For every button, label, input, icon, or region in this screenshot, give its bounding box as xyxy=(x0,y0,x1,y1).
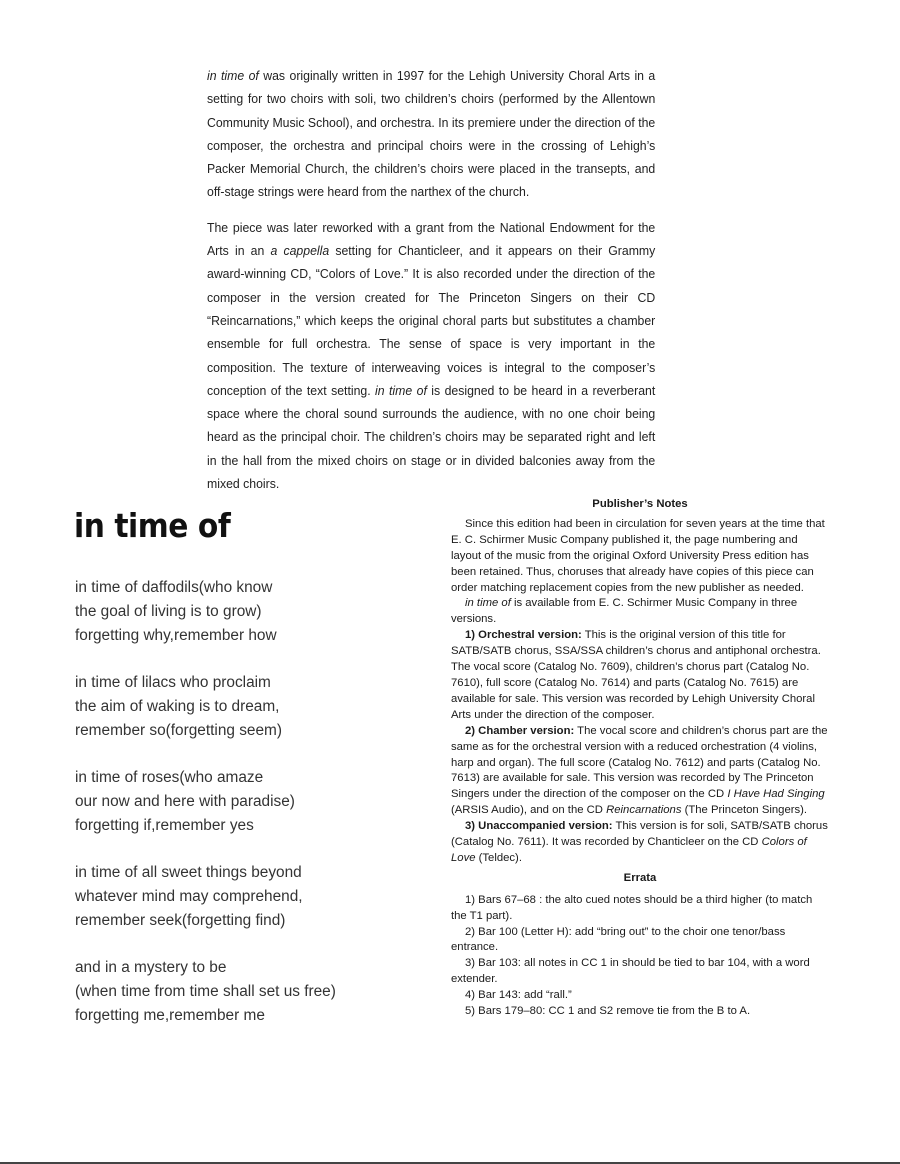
poem-line: the aim of waking is to dream, xyxy=(75,697,280,715)
poem-line: forgetting why,remember how xyxy=(75,626,277,644)
poem-line: remember so(forgetting seem) xyxy=(75,721,282,739)
publisher-notes-heading: Publisher’s Notes xyxy=(592,498,688,510)
chamber-version-note: 2) Chamber version: The vocal score and children’s chorus part are the same as for the orchestral version with a reduced orchestration (4 violins, harp and organ). The full score (Catalog No. 7612) and parts (Catalog No. 7613) are available for sale. This version was recorded by The Princeton Singers under the direction of the composer on the CD I Have Had Singing (ARSIS Audio), and on the CD Reincarnations (The Princeton Singers). xyxy=(451,724,828,817)
publisher-notes xyxy=(451,497,829,1020)
poem-title: in time of xyxy=(74,506,231,545)
poem-line: our now and here with paradise) xyxy=(75,792,295,810)
orchestral-version-note: 1) Orchestral version: This is the original version of this title for SATB/SATB chorus, SSA/SSA children’s chorus and antiphonal orchestra. The vocal score (Catalog No. 7609), children’s chorus part (Catalog No. 7610), full score (Catalog No. 7614) and parts (Catalog No. 7615) are available for sale. This version was recorded by Lehigh University Choral Arts under the direction of the composer. xyxy=(451,629,821,721)
poem-stanza xyxy=(75,956,405,1027)
intro-paragraph-1: in time of was originally written in 1997 for the Lehigh University Choral Arts in a setting for two choirs with soli, two children’s choirs (performed by the Allentown Community Music School), and orchestra. In its premiere under the direction of the composer, the orchestra and principal choirs were in the crossing of Lehigh’s Packer Memorial Church, the children’s choirs were placed in the transepts, and off-stage strings were heard from the narthex of the church. xyxy=(207,68,656,200)
errata-item: 2) Bar 100 (Letter H): add “bring out” to the choir one tenor/bass entrance. xyxy=(451,925,786,954)
errata-item: 4) Bar 143: add “rall.” xyxy=(465,989,572,1002)
intro-paragraph-2: The piece was later reworked with a grant from the National Endowment for the Arts in an a cappella setting for Chanticleer, and it appears on their Grammy award-winning CD, “Colors of Love.” It is also recorded under the direction of the composer in the version created for The Princeton Singers on their CD “Reincarnations,” which keeps the original choral parts but substitutes a chamber ensemble for full orchestra. The sense of space is very important in the composition. The texture of interweaving voices is integral to the composer’s conception of the text setting. in time of is designed to be heard in a reverberant space where the choral sound surrounds the audience, with no one choir being heard as the principal choir. The children’s choirs may be separated right and left in the hall from the mixed choirs on stage or in divided balconies away from the mixed choirs. xyxy=(207,219,656,492)
notes-paragraph: Since this edition had been in circulation for seven years at the time that E. C. Schirmer Music Company published it, the page numbering and layout of the music from the original Oxford University Press edition has been retained. Thus, choruses that already have copies of this piece can order matching replacement copies from the new publisher as needed. xyxy=(451,517,825,594)
errata-item: 5) Bars 179–80: CC 1 and S2 remove tie from the B to A. xyxy=(465,1005,751,1018)
unaccompanied-version-note: 3) Unaccompanied version: This version is for soli, SATB/SATB chorus (Catalog No. 7611). It was recorded by Chanticleer on the CD Colors of Love (Teldec). xyxy=(451,820,828,864)
poem-line: (when time from time shall set us free) xyxy=(75,982,336,1000)
poem-stanza xyxy=(75,671,405,742)
poem-text xyxy=(75,576,405,1051)
poem-line: remember seek(forgetting find) xyxy=(75,911,286,929)
poem-line: in time of daffodils(who know xyxy=(75,579,273,596)
intro-text xyxy=(207,64,655,507)
poem-line: in time of all sweet things beyond xyxy=(75,863,302,881)
poem-line: whatever mind may comprehend, xyxy=(75,887,303,905)
notes-paragraph: in time of is available from E. C. Schirmer Music Company in three versions. xyxy=(451,597,798,626)
poem-line: in time of lilacs who proclaim xyxy=(75,673,271,691)
poem-line: forgetting if,remember yes xyxy=(75,816,254,834)
errata-item: 1) Bars 67–68 : the alto cued notes should be a third higher (to match the T1 part). xyxy=(451,893,813,922)
errata-heading: Errata xyxy=(623,871,657,884)
poem-line: the goal of living is to grow) xyxy=(75,602,262,620)
poem-stanza xyxy=(75,576,405,647)
poem-stanza xyxy=(75,861,405,932)
errata-item: 3) Bar 103: all notes in CC 1 in should be tied to bar 104, with a word extender. xyxy=(451,957,810,986)
work-title-italic: in time of xyxy=(207,68,259,83)
poem-stanza xyxy=(75,766,405,837)
poem-line: in time of roses(who amaze xyxy=(75,768,264,786)
poem-line: forgetting me,remember me xyxy=(75,1006,265,1024)
poem-line: and in a mystery to be xyxy=(75,958,227,976)
